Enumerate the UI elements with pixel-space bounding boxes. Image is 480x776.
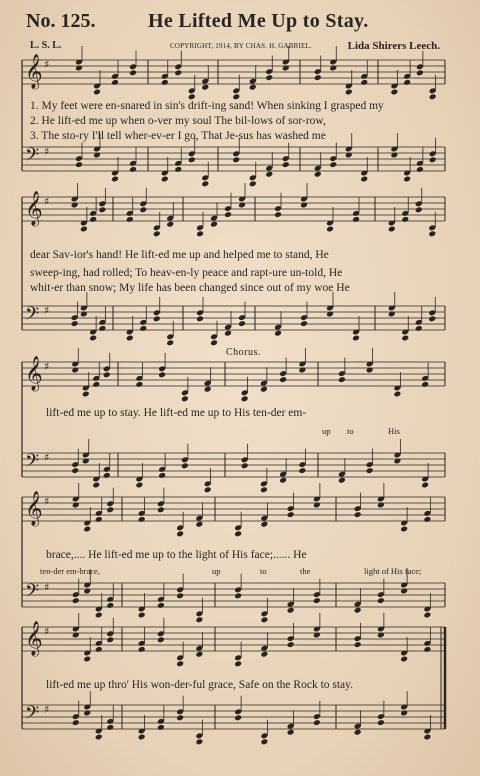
- note-head: [174, 166, 182, 173]
- note-head: [428, 230, 436, 237]
- echo-to-2: to: [260, 566, 267, 576]
- note-head: [401, 335, 409, 342]
- note-head: [138, 516, 146, 523]
- note-head: [210, 339, 218, 346]
- note-head: [92, 381, 100, 388]
- note-head: [129, 69, 137, 76]
- note-head: [166, 221, 174, 228]
- note-head: [401, 216, 409, 223]
- note-head: [95, 646, 103, 653]
- note-head: [195, 521, 203, 528]
- note-head: [139, 325, 147, 332]
- verse-2-line-1: 2. He lift-ed me up when o-ver my soul The bil-lows of sor-row,: [30, 115, 326, 127]
- note-head: [234, 660, 242, 667]
- sharp-sign: ♯: [44, 304, 50, 317]
- sharp-sign: ♯: [44, 58, 50, 71]
- chorus-line-2: brace,.... He lift-ed me up to the light of His face;...... He: [46, 549, 307, 561]
- note-head: [415, 206, 423, 213]
- echo-up-2: up: [212, 566, 221, 576]
- note-head: [166, 339, 174, 346]
- note-head: [157, 724, 165, 731]
- bass-clef: 𝄢: [25, 451, 40, 476]
- note-head: [338, 376, 346, 383]
- note-head: [129, 166, 137, 173]
- note-head: [195, 738, 203, 745]
- note-head: [360, 176, 368, 183]
- note-head: [265, 74, 273, 81]
- lyricist: Lida Shirers Leech.: [347, 40, 440, 52]
- note-head: [98, 325, 106, 332]
- note-head: [135, 381, 143, 388]
- note-head: [416, 69, 424, 76]
- sharp-sign: ♯: [44, 703, 50, 716]
- note-head: [153, 315, 161, 322]
- note-head: [400, 656, 408, 663]
- chorus-line-1: lift-ed me up to stay. He lift-ed me up to His ten-der em-: [46, 407, 307, 419]
- sharp-sign: ♯: [44, 581, 50, 594]
- echo-tender-embrace: ten-der em-brace,: [40, 566, 100, 576]
- note-head: [415, 325, 423, 332]
- verse-3-line-1: 3. The sto-ry I'll tell wher-ev-er I go, That Je-sus has washed me: [30, 130, 326, 142]
- note-head: [83, 526, 91, 533]
- note-head: [241, 462, 249, 469]
- note-head: [400, 526, 408, 533]
- note-head: [377, 597, 385, 604]
- note-head: [326, 226, 334, 233]
- note-head: [204, 486, 212, 493]
- note-head: [279, 477, 287, 484]
- note-head: [377, 719, 385, 726]
- note-head: [80, 226, 88, 233]
- note-head: [249, 84, 257, 91]
- note-head: [287, 511, 295, 518]
- note-head: [287, 607, 295, 614]
- note-head: [83, 656, 91, 663]
- verse-1-line-2: dear Sav-ior's hand! He lift-ed me up and helped me to stand, He: [30, 249, 329, 261]
- note-head: [249, 180, 257, 187]
- sharp-sign: ♯: [44, 360, 50, 373]
- verse-2-line-2: sweep-ing, had rolled; To heav-en-ly peace and rapt-ure un-told, He: [30, 267, 343, 279]
- note-head: [274, 330, 282, 337]
- note-head: [260, 651, 268, 658]
- echo-up-1: up: [322, 426, 331, 436]
- note-head: [126, 216, 134, 223]
- note-head: [196, 315, 204, 322]
- note-head: [423, 646, 431, 653]
- echo-his-1: His: [388, 426, 400, 436]
- note-head: [354, 641, 362, 648]
- note-head: [260, 738, 268, 745]
- note-head: [72, 719, 80, 726]
- note-head: [298, 467, 306, 474]
- note-head: [314, 171, 322, 178]
- note-head: [95, 516, 103, 523]
- verse-1-line-1: 1. My feet were en-snared in sin's drift-ing sand! When sinking I grasped my: [30, 100, 384, 112]
- note-head: [234, 530, 242, 537]
- treble-clef: 𝄞: [25, 54, 43, 89]
- copyright-notice: COPYRIGHT, 1914, BY CHAS. H. GABRIEL.: [170, 42, 312, 50]
- note-head: [390, 89, 398, 96]
- note-head: [354, 511, 362, 518]
- note-head: [388, 226, 396, 233]
- note-head: [224, 211, 232, 218]
- bass-clef: 𝄢: [25, 581, 40, 606]
- note-head: [95, 734, 103, 741]
- note-head: [428, 315, 436, 322]
- chorus-label: Chorus.: [226, 347, 261, 358]
- note-head: [111, 176, 119, 183]
- sharp-sign: ♯: [44, 625, 50, 638]
- note-head: [176, 660, 184, 667]
- note-head: [287, 641, 295, 648]
- chorus-line-3: lift-ed me up thro' His won-der-ful grace, Safe on the Rock to stay.: [46, 679, 354, 691]
- note-head: [161, 176, 169, 183]
- note-head: [71, 320, 79, 327]
- note-head: [157, 636, 165, 643]
- note-head: [196, 230, 204, 237]
- note-head: [103, 472, 111, 479]
- bass-clef: 𝄢: [25, 703, 40, 728]
- title-row: [20, 10, 460, 36]
- note-head: [92, 482, 100, 489]
- note-head: [89, 335, 97, 342]
- note-head: [260, 386, 268, 393]
- note-head: [176, 592, 184, 599]
- treble-clef: 𝄞: [25, 491, 43, 526]
- note-head: [329, 161, 337, 168]
- note-head: [313, 719, 321, 726]
- note-head: [158, 472, 166, 479]
- note-head: [106, 724, 114, 731]
- sharp-sign: ♯: [44, 495, 50, 508]
- note-head: [352, 335, 360, 342]
- note-head: [138, 646, 146, 653]
- note-head: [176, 530, 184, 537]
- note-head: [393, 391, 401, 398]
- note-head: [338, 477, 346, 484]
- note-head: [158, 371, 166, 378]
- composer-initials: L. S. L.: [30, 40, 62, 51]
- note-head: [201, 180, 209, 187]
- note-head: [135, 482, 143, 489]
- echo-light-of-his-face: light of His face;: [364, 566, 422, 576]
- note-head: [201, 84, 209, 91]
- note-head: [260, 521, 268, 528]
- note-head: [416, 166, 424, 173]
- note-head: [111, 79, 119, 86]
- note-head: [260, 616, 268, 623]
- note-head: [95, 612, 103, 619]
- note-head: [354, 729, 362, 736]
- note-head: [82, 391, 90, 398]
- note-head: [181, 462, 189, 469]
- note-head: [403, 79, 411, 86]
- note-head: [300, 320, 308, 327]
- note-head: [313, 597, 321, 604]
- note-head: [72, 597, 80, 604]
- note-head: [93, 89, 101, 96]
- note-head: [103, 371, 111, 378]
- note-head: [354, 607, 362, 614]
- note-head: [366, 467, 374, 474]
- note-head: [421, 482, 429, 489]
- note-head: [241, 395, 249, 402]
- note-head: [265, 171, 273, 178]
- note-head: [139, 206, 147, 213]
- bass-clef: 𝄢: [25, 304, 40, 329]
- hymn-title: He Lifted Me Up to Stay.: [148, 10, 369, 32]
- hymn-number: No. 125.: [26, 10, 96, 32]
- note-head: [423, 734, 431, 741]
- echo-the: the: [300, 566, 311, 576]
- treble-clef: 𝄞: [25, 356, 43, 391]
- note-head: [195, 616, 203, 623]
- note-head: [153, 230, 161, 237]
- note-head: [429, 156, 437, 163]
- note-head: [176, 714, 184, 721]
- note-head: [106, 506, 114, 513]
- credits-row: [20, 40, 460, 54]
- sharp-sign: ♯: [44, 145, 50, 158]
- note-head: [138, 612, 146, 619]
- note-head: [274, 211, 282, 218]
- note-head: [157, 602, 165, 609]
- note-head: [157, 506, 165, 513]
- sharp-sign: ♯: [44, 195, 50, 208]
- treble-clef: 𝄞: [25, 191, 43, 226]
- echo-to-1: to: [347, 426, 354, 436]
- note-head: [345, 89, 353, 96]
- note-head: [204, 386, 212, 393]
- note-head: [75, 161, 83, 168]
- note-head: [287, 729, 295, 736]
- note-head: [421, 381, 429, 388]
- note-head: [360, 79, 368, 86]
- note-head: [210, 221, 218, 228]
- note-head: [138, 734, 146, 741]
- note-head: [188, 156, 196, 163]
- note-head: [161, 79, 169, 86]
- note-head: [423, 612, 431, 619]
- note-head: [282, 161, 290, 168]
- note-head: [352, 216, 360, 223]
- note-head: [314, 74, 322, 81]
- note-head: [403, 176, 411, 183]
- verse-3-line-2: whit-er than snow; My life has been changed since out of my woe He: [30, 282, 350, 294]
- note-head: [106, 636, 114, 643]
- note-head: [234, 592, 242, 599]
- note-head: [224, 330, 232, 337]
- note-head: [195, 651, 203, 658]
- note-head: [232, 156, 240, 163]
- sharp-sign: ♯: [44, 451, 50, 464]
- note-head: [106, 602, 114, 609]
- note-head: [423, 516, 431, 523]
- note-head: [126, 335, 134, 342]
- note-head: [89, 216, 97, 223]
- note-head: [181, 395, 189, 402]
- note-head: [279, 376, 287, 383]
- note-head: [98, 206, 106, 213]
- note-head: [238, 320, 246, 327]
- note-head: [71, 467, 79, 474]
- treble-clef: 𝄞: [25, 621, 43, 656]
- note-head: [234, 714, 242, 721]
- bass-clef: 𝄢: [25, 145, 40, 170]
- note-head: [174, 69, 182, 76]
- note-head: [260, 486, 268, 493]
